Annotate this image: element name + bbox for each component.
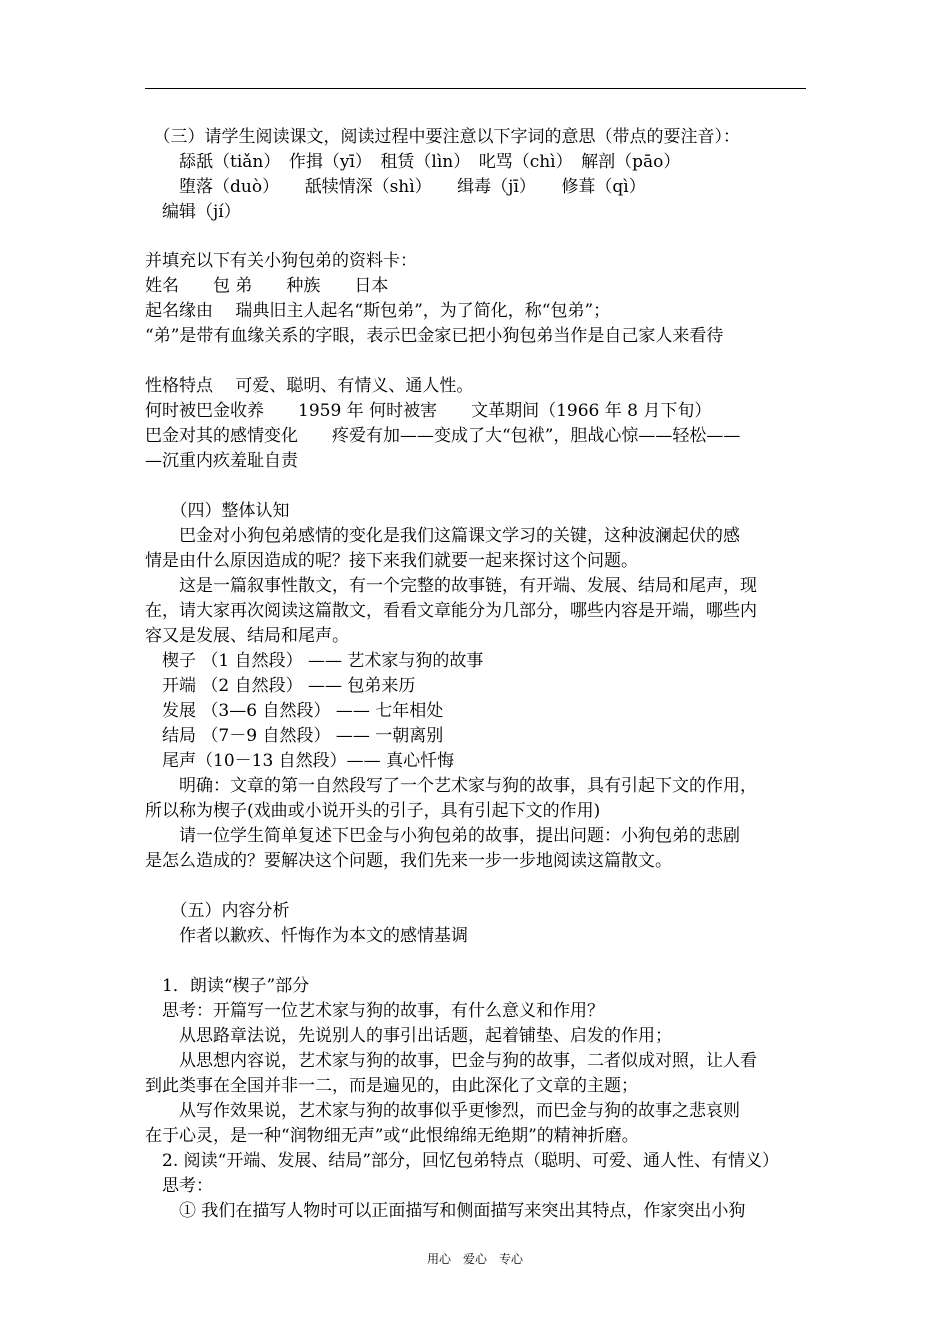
text-line: 是怎么造成的？要解决这个问题，我们先来一步一步地阅读这篇散文。 bbox=[145, 851, 672, 871]
text-line: 1．朗读“楔子”部分 bbox=[145, 976, 310, 996]
text-line: 起名缘由 瑞典旧主人起名“斯包弟”，为了简化，称“包弟”； bbox=[145, 301, 611, 321]
text-line: 巴金对其的感情变化 疼爱有加——变成了大“包袱”，胆战心惊——轻松—— bbox=[145, 426, 741, 446]
text-line: 容又是发展、结局和尾声。 bbox=[145, 626, 349, 646]
list-item: 楔子 （1 自然段） —— 艺术家与狗的故事 bbox=[145, 651, 484, 671]
text-line: 性格特点 可爱、聪明、有情义、通人性。 bbox=[145, 376, 474, 396]
text-line: 2. 阅读“开端、发展、结局”部分，回忆包弟特点（聪明、可爱、通人性、有情义） bbox=[145, 1151, 780, 1171]
text-line: 从思想内容说，艺术家与狗的故事，巴金与狗的故事，二者似成对照，让人看 bbox=[145, 1051, 757, 1071]
list-item: 开端 （2 自然段） —— 包弟来历 bbox=[145, 676, 416, 696]
text-line: 所以称为楔子(戏曲或小说开头的引子，具有引起下文的作用) bbox=[145, 801, 601, 821]
text-line: —沉重内疚羞耻自责 bbox=[145, 451, 298, 471]
text-line: 何时被巴金收养 1959 年 何时被害 文革期间（1966 年 8 月下旬） bbox=[145, 401, 712, 421]
text-line: 巴金对小狗包弟感情的变化是我们这篇课文学习的关键，这种波澜起伏的感 bbox=[145, 526, 740, 546]
text-line: 并填充以下有关小狗包弟的资料卡： bbox=[145, 251, 417, 271]
text-line: 在于心灵，是一种“润物细无声”或“此恨绵绵无绝期”的精神折磨。 bbox=[145, 1126, 639, 1146]
text-line: 姓名 包 弟 种族 日本 bbox=[145, 276, 389, 296]
text-line: 编辑（jí） bbox=[145, 202, 241, 222]
text-line: （三）请学生阅读课文，阅读过程中要注意以下字词的意思（带点的要注音）： bbox=[145, 127, 740, 147]
text-line: 堕落（duò） 舐犊情深（shì） 缉毒（jī） 修葺（qì） bbox=[145, 177, 646, 197]
list-item: 尾声（10－13 自然段）—— 真心忏悔 bbox=[145, 751, 455, 771]
list-item: 结局 （7－9 自然段） —— 一朝离别 bbox=[145, 726, 444, 746]
text-line: “弟”是带有血缘关系的字眼，表示巴金家已把小狗包弟当作是自己家人来看待 bbox=[145, 326, 724, 346]
text-line: 明确：文章的第一自然段写了一个艺术家与狗的故事，具有引起下文的作用， bbox=[145, 776, 757, 796]
text-line: ① 我们在描写人物时可以正面描写和侧面描写来突出其特点，作家突出小狗 bbox=[145, 1201, 746, 1221]
text-line: 到此类事在全国并非一二，而是遍见的，由此深化了文章的主题； bbox=[145, 1076, 638, 1096]
header-rule bbox=[145, 88, 806, 89]
text-line: 舔舐（tiǎn） 作揖（yī） 租赁（lìn） 叱骂（chì） 解剖（pāo） bbox=[145, 152, 681, 172]
text-line: 情是由什么原因造成的呢？接下来我们就要一起来探讨这个问题。 bbox=[145, 551, 638, 571]
text-line: 思考： bbox=[145, 1176, 213, 1196]
section-heading: （四）整体认知 bbox=[145, 501, 290, 521]
text-line: 思考：开篇写一位艺术家与狗的故事，有什么意义和作用？ bbox=[145, 1001, 604, 1021]
text-line: 在，请大家再次阅读这篇散文，看看文章能分为几部分，哪些内容是开端，哪些内 bbox=[145, 601, 757, 621]
section-heading: （五）内容分析 bbox=[145, 901, 290, 921]
text-line: 从思路章法说，先说别人的事引出话题，起着铺垫、启发的作用； bbox=[145, 1026, 672, 1046]
text-line: 请一位学生简单复述下巴金与小狗包弟的故事，提出问题：小狗包弟的悲剧 bbox=[145, 826, 740, 846]
text-line: 作者以歉疚、忏悔作为本文的感情基调 bbox=[145, 926, 468, 946]
text-line: 这是一篇叙事性散文，有一个完整的故事链，有开端、发展、结局和尾声，现 bbox=[145, 576, 757, 596]
text-line: 从写作效果说，艺术家与狗的故事似乎更惨烈，而巴金与狗的故事之悲哀则 bbox=[145, 1101, 740, 1121]
page-footer: 用心 爱心 专心 bbox=[426, 1252, 523, 1266]
list-item: 发展 （3—6 自然段） —— 七年相处 bbox=[145, 701, 444, 721]
